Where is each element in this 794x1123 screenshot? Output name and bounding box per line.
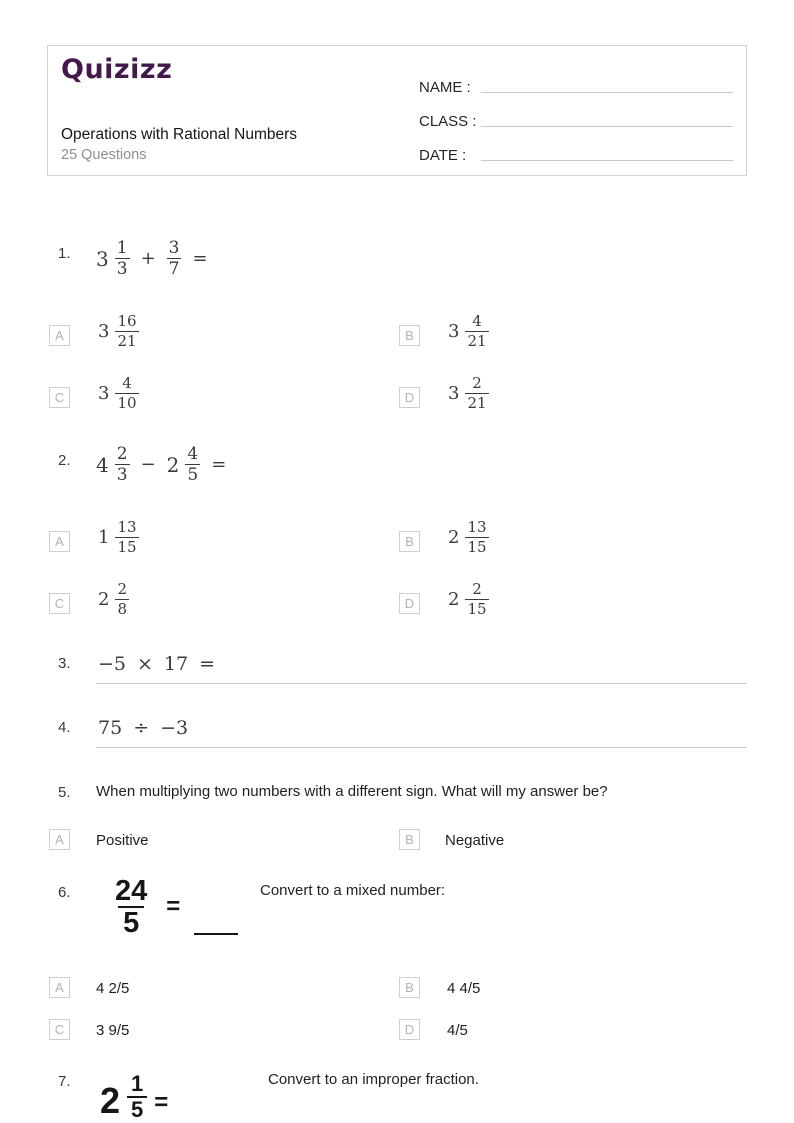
mixed-number — [96, 238, 130, 280]
option-a-value: Positive — [96, 832, 149, 849]
denominator: 21 — [467, 331, 487, 350]
fraction — [115, 580, 129, 619]
option-b-value: Negative — [445, 832, 505, 849]
fraction — [115, 444, 130, 486]
numerator: 4 — [472, 312, 482, 330]
option-c-box[interactable]: C — [49, 1019, 70, 1040]
class-input-line[interactable] — [481, 126, 733, 127]
denominator: 7 — [168, 259, 180, 280]
option-b-box[interactable]: B — [399, 531, 420, 552]
question-4-equation — [98, 717, 188, 739]
numerator: 16 — [117, 312, 137, 330]
option-d-box[interactable]: D — [399, 1019, 420, 1040]
name-input-line[interactable] — [481, 92, 733, 93]
question-7-equation — [100, 1072, 168, 1122]
whole-part: 2 — [98, 588, 110, 610]
question-1-equation — [96, 238, 208, 280]
equals-sign: = — [192, 248, 208, 270]
option-c-box[interactable]: C — [49, 593, 70, 614]
whole-part: 2 — [166, 452, 180, 477]
numerator: 2 — [116, 444, 128, 464]
option-b-box[interactable]: B — [399, 325, 420, 346]
option-b-box[interactable]: B — [399, 829, 420, 850]
equals-sign: = — [199, 653, 216, 675]
numerator: 3 — [168, 238, 180, 258]
denominator: 3 — [116, 259, 128, 280]
date-field-row — [419, 130, 733, 164]
option-d-value — [448, 580, 489, 619]
question-4-number: 4. — [58, 719, 71, 736]
numerator: 13 — [117, 518, 137, 536]
question-2-equation — [96, 444, 226, 486]
operand: −5 — [98, 653, 127, 675]
question-5-number: 5. — [58, 784, 71, 801]
option-b-value — [448, 518, 489, 557]
whole-part: 3 — [96, 246, 109, 271]
option-d-box[interactable]: D — [399, 593, 420, 614]
denominator: 15 — [467, 537, 487, 556]
numerator: 1 — [116, 238, 128, 258]
date-label: DATE : — [419, 147, 467, 164]
option-c-value: 3 9/5 — [96, 1022, 130, 1039]
denominator: 21 — [117, 331, 137, 350]
denominator: 8 — [117, 599, 127, 618]
date-input-line[interactable] — [481, 160, 733, 161]
minus-sign: − — [140, 454, 156, 476]
fraction — [465, 518, 488, 557]
question-7-number: 7. — [58, 1073, 71, 1090]
numerator: 2 — [472, 580, 482, 598]
fraction — [115, 312, 138, 351]
fraction — [465, 580, 488, 619]
mixed-number — [167, 444, 201, 486]
question-1-number: 1. — [58, 245, 71, 262]
numerator: 2 — [472, 374, 482, 392]
equals-sign: = — [211, 454, 227, 476]
name-field-row — [419, 62, 733, 96]
fraction — [115, 238, 130, 280]
option-a-box[interactable]: A — [49, 325, 70, 346]
fraction — [185, 444, 200, 486]
operand: −3 — [160, 717, 189, 739]
question-5-text: When multiplying two numbers with a different sign. What will my answer be? — [96, 783, 608, 800]
quizizz-logo: Quizizz — [61, 54, 173, 85]
operand: 17 — [163, 653, 189, 675]
option-a-box[interactable]: A — [49, 829, 70, 850]
option-c-box[interactable]: C — [49, 387, 70, 408]
question-6-equation — [110, 876, 238, 939]
option-a-box[interactable]: A — [49, 977, 70, 998]
option-c-value — [98, 580, 129, 619]
whole-part: 2 — [100, 1080, 121, 1121]
class-label: CLASS : — [419, 113, 477, 130]
times-sign: × — [137, 653, 153, 675]
plus-sign: + — [140, 248, 156, 270]
option-d-value: 4/5 — [447, 1022, 468, 1039]
option-a-value: 4 2/5 — [96, 980, 130, 997]
numerator: 4 — [122, 374, 132, 392]
denominator: 3 — [116, 465, 128, 486]
option-b-value: 4 4/5 — [447, 980, 481, 997]
denominator: 15 — [117, 537, 137, 556]
option-a-value — [98, 312, 139, 351]
whole-part: 3 — [448, 382, 460, 404]
operand: 75 — [98, 717, 123, 739]
answer-blank[interactable] — [194, 933, 238, 935]
fraction — [115, 374, 138, 413]
question-6-prompt: Convert to a mixed number: — [260, 882, 446, 899]
numerator: 1 — [131, 1071, 144, 1096]
student-fields — [419, 62, 733, 164]
whole-part: 3 — [98, 320, 110, 342]
denominator: 21 — [467, 393, 487, 412]
question-3-answer-line[interactable] — [96, 683, 746, 684]
whole-part: 2 — [448, 588, 460, 610]
fraction — [127, 1072, 147, 1122]
question-2-number: 2. — [58, 452, 71, 469]
option-a-value — [98, 518, 139, 557]
numerator: 4 — [187, 444, 199, 464]
numerator: 2 — [117, 580, 127, 598]
question-6-number: 6. — [58, 884, 71, 901]
worksheet-title: Operations with Rational Numbers — [61, 126, 298, 143]
whole-part: 2 — [448, 526, 460, 548]
denominator: 15 — [467, 599, 487, 618]
numerator: 13 — [467, 518, 487, 536]
fraction — [167, 238, 182, 280]
fraction — [115, 518, 138, 557]
question-3-number: 3. — [58, 655, 71, 672]
option-b-box[interactable]: B — [399, 977, 420, 998]
whole-part: 1 — [98, 526, 110, 548]
numerator: 24 — [115, 875, 148, 907]
denominator: 10 — [117, 393, 137, 412]
fraction — [110, 876, 152, 939]
option-a-box[interactable]: A — [49, 531, 70, 552]
denominator: 5 — [127, 1096, 147, 1122]
option-b-value — [448, 312, 489, 351]
option-d-box[interactable]: D — [399, 387, 420, 408]
denominator: 5 — [118, 906, 144, 938]
question-7-prompt: Convert to an improper fraction. — [268, 1071, 479, 1088]
divide-sign: ÷ — [133, 717, 150, 739]
question-count: 25 Questions — [61, 147, 147, 163]
equals-sign: = — [166, 893, 181, 921]
fraction — [465, 374, 488, 413]
option-d-value — [448, 374, 489, 413]
option-c-value — [98, 374, 139, 413]
fraction — [465, 312, 488, 351]
denominator: 5 — [187, 465, 199, 486]
question-3-equation — [98, 653, 215, 675]
name-label: NAME : — [419, 79, 471, 96]
mixed-number — [96, 444, 130, 486]
equals-sign: = — [154, 1089, 169, 1116]
whole-part: 3 — [448, 320, 460, 342]
whole-part: 3 — [98, 382, 110, 404]
question-4-answer-line[interactable] — [96, 747, 746, 748]
whole-part: 4 — [96, 452, 109, 477]
class-field-row — [419, 96, 733, 130]
